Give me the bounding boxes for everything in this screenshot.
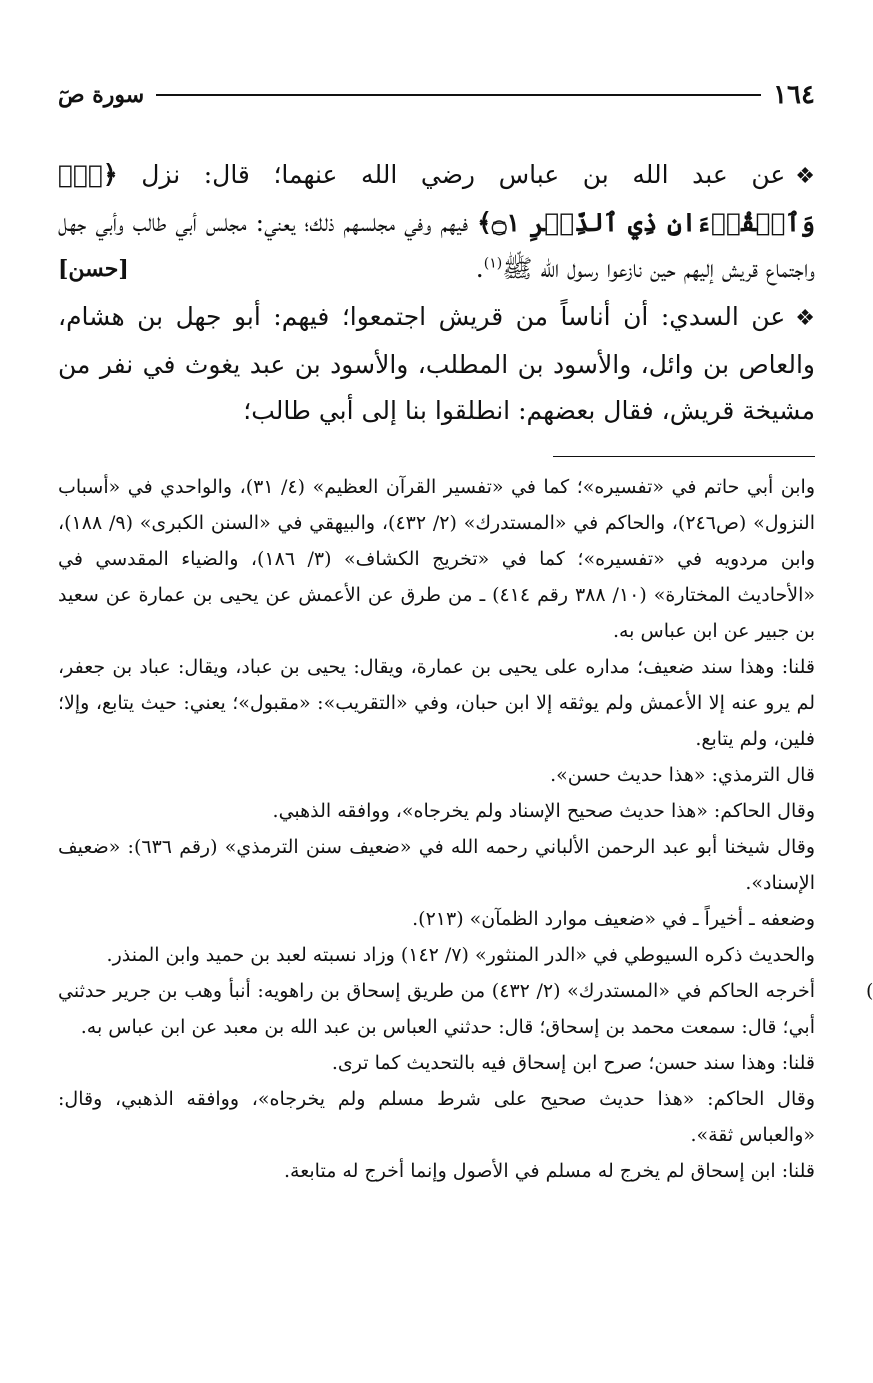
diamond-icon: ❖: [795, 164, 815, 189]
footnote-ref[interactable]: (١): [483, 255, 503, 272]
footnote-line: وقال شيخنا أبو عبد الرحمن الألباني رحمه الله في «ضعيف سنن الترمذي» (رقم ٦٣٦): «ضعيف الإسناد».: [58, 836, 815, 894]
footnote-body: [58, 973, 815, 1189]
grade-badge: [حسن]: [58, 256, 129, 282]
footnote-line: قال الترمذي: «هذا حديث حسن».: [550, 764, 815, 786]
footnote-1: [58, 973, 873, 1189]
paragraph-suddi: [58, 294, 815, 434]
surah-title: سورة صٓ: [58, 82, 145, 108]
footnote-line: وقال الحاكم: «هذا حديث صحيح على شرط مسلم ولم يخرجاه»، ووافقه الذهبي، وقال: «والعباس ثقة».: [58, 1088, 815, 1146]
footnotes: [58, 469, 873, 1189]
footnote-line: وابن أبي حاتم في «تفسيره»؛ كما في «تفسير القرآن العظيم» (٤/ ٣١)، والواحدي في «أسباب النزول» (ص٢٤٦)، والحاكم في «المستدرك» (٢/ ٤٣٢)، والبيهقي في «السنن الكبرى» (٩/ ١٨٨)، وابن مردويه في «تفسيره»؛ كما في «تخريج الكشاف» (٣/ ١٨٦)، والضياء المقدسي في «الأحاديث المختارة» (١٠/ ٣٨٨ رقم ٤١٤) ـ من طرق عن الأعمش عن يحيى بن عمارة عن سعيد بن جبير عن ابن عباس به.: [58, 476, 815, 642]
paragraph-text: عن عبد الله بن عباس رضي الله عنهما؛ قال: نزل: [117, 160, 786, 189]
footnote-line: قلنا: وهذا سند حسن؛ صرح ابن إسحاق فيه بالتحديث كما ترى.: [331, 1052, 815, 1074]
page-number: ١٦٤: [773, 80, 815, 110]
footnote-marker: ): [865, 980, 873, 1002]
paragraph-text: عن السدي: أن أناساً من قريش اجتمعوا؛ فيهم: أبو جهل بن هشام، والعاص بن وائل، والأسود بن المطلب، والأسود بن عبد يغوث في نفر من مشيخة قريش، فقال بعضهم: انطلقوا بنا إلى أبي طالب؛: [58, 302, 815, 425]
footnote-line: والحديث ذكره السيوطي في «الدر المنثور» (٧/ ١٤٢) وزاد نسبته لعبد بن حميد وابن المنذر.: [106, 944, 815, 966]
footnote-line: أخرجه الحاكم في «المستدرك» (٢/ ٤٣٢) من طريق إسحاق بن راهويه: أنبأ وهب بن جرير حدثني أبي؛ قال: سمعت محمد بن إسحاق؛ قال: حدثني العباس بن عبد الله بن معبد عن ابن عباس به.: [58, 980, 815, 1038]
header-rule: [156, 94, 761, 96]
footnote-line: وقال الحاكم: «هذا حديث صحيح الإسناد ولم يخرجاه»، ووافقه الذهبي.: [272, 800, 815, 822]
book-page: [58, 78, 873, 1353]
quran-quote: ﴿صٓۚ وَٱلۡقُرۡءَانِ ذِي ٱلذِّكۡرِ ۝١﴾: [58, 160, 815, 237]
main-text: [58, 152, 815, 434]
footnote-body: [58, 469, 815, 973]
footnote-line: قلنا: وهذا سند ضعيف؛ مداره على يحيى بن عمارة، ويقال: يحيى بن عباد، ويقال: عباد بن جعفر، لم يرو عنه إلا الأعمش ولم يوثقه إلا ابن حبان، وفي «التقريب»: «مقبول»؛ يعني: حيث يتابع، وإلا؛ فلين، ولم يتابع.: [58, 656, 815, 750]
footnote-separator: [553, 456, 815, 457]
footnote-line: قلنا: ابن إسحاق لم يخرج له مسلم في الأصول وإنما أخرج له متابعة.: [284, 1160, 815, 1182]
footnote-line: وضعفه ـ أخيراً ـ في «ضعيف موارد الظمآن» (٢١٣).: [412, 908, 815, 930]
paragraph-end: .: [475, 254, 484, 283]
page-header: [58, 78, 815, 112]
diamond-icon: ❖: [795, 306, 815, 331]
footnote-marker: [853, 469, 873, 505]
footnote-continued: [58, 469, 815, 973]
paragraph-text: فيهم وفي مجلسهم ذلك؛ يعني: مجلس أبي طالب وأبي جهل واجتماع قريش إليهم حين نازعوا رسول الله ﷺ: [58, 208, 815, 283]
paragraph-ibn-abbas: [58, 152, 815, 292]
